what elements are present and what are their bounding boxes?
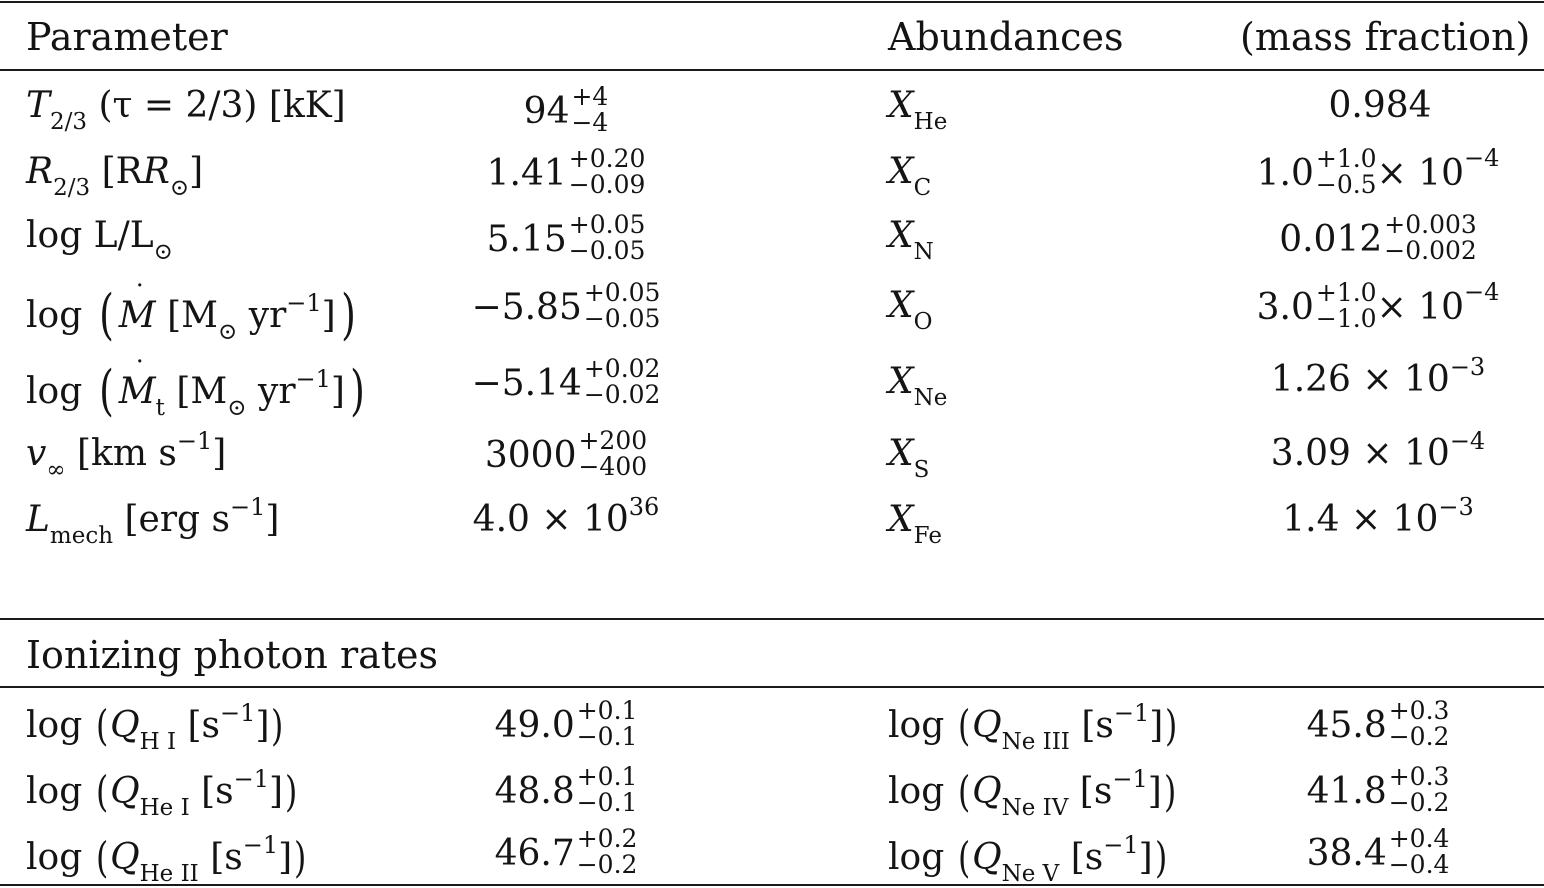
ion-value-ne-iv xyxy=(1306,762,1450,818)
abundance-value-he: 0.984 xyxy=(1328,85,1432,126)
param-label-mass-loss xyxy=(26,282,361,346)
unit-open: [s xyxy=(1081,705,1114,746)
ion-name: Ne V xyxy=(1001,861,1060,887)
value-plus: +0.05 xyxy=(568,210,646,239)
unit-open: [M xyxy=(167,295,218,336)
value-tail: × 10 xyxy=(1376,153,1465,194)
value-minus: −4 xyxy=(571,108,609,137)
sun-symbol: ⊙ xyxy=(218,319,238,345)
label-rsun: R xyxy=(142,151,170,192)
unit-exp: −1 xyxy=(233,765,270,793)
value-main: 94 xyxy=(523,91,570,132)
param-label-luminosity xyxy=(26,215,173,265)
value-main: 1.41 xyxy=(486,153,567,194)
log-label: log xyxy=(26,837,83,878)
x-symbol: X xyxy=(888,151,914,192)
mdot-symbol: ˙ M xyxy=(119,298,156,334)
unit-exp: −1 xyxy=(230,493,266,521)
ion-name: Ne IV xyxy=(1001,795,1069,821)
value-plus: +0.003 xyxy=(1384,210,1477,239)
element-symbol: Fe xyxy=(913,523,942,549)
sun-symbol: ⊙ xyxy=(169,175,190,201)
mdot-symbol: ˙ M xyxy=(119,374,156,410)
x-symbol: X xyxy=(888,433,914,474)
value-plus: +0.20 xyxy=(568,144,646,173)
unit-open: [s xyxy=(210,837,243,878)
header-mass-fraction: (mass fraction) xyxy=(1240,15,1531,59)
unit-open: [s xyxy=(187,705,221,746)
x-symbol: X xyxy=(888,215,914,256)
top-rule xyxy=(0,1,1544,3)
x-symbol: X xyxy=(888,285,914,326)
header-abundances: Abundances xyxy=(888,15,1124,59)
value-exp: 36 xyxy=(628,493,660,521)
ion-label-he-ii xyxy=(26,831,309,887)
ion-label-ne-iii xyxy=(888,699,1180,755)
value-plus: +0.2 xyxy=(576,824,638,853)
value-tail-exp: −4 xyxy=(1464,144,1500,172)
unit-close: ] xyxy=(1149,705,1164,746)
value-minus: −0.4 xyxy=(1388,850,1450,879)
paren-close: ) xyxy=(350,359,365,422)
header-parameter: Parameter xyxy=(26,15,228,59)
label-end: ] xyxy=(265,499,280,540)
element-symbol: He xyxy=(913,109,948,135)
value-minus: −0.09 xyxy=(568,170,646,199)
param-value-mass-loss xyxy=(471,278,661,334)
log-label: log xyxy=(888,837,945,878)
param-value-transformed-mass-loss xyxy=(471,354,661,410)
abundance-label-fe xyxy=(888,499,942,549)
abundance-value-ne xyxy=(1270,353,1486,400)
value-plus: +1.0 xyxy=(1315,144,1377,173)
element-symbol: O xyxy=(913,309,933,335)
label-subscript: 2/3 xyxy=(50,109,88,135)
unit-yr: yr xyxy=(237,295,287,336)
value-plus: +0.05 xyxy=(583,278,661,307)
param-value-terminal-velocity xyxy=(484,426,648,482)
label-symbol: L xyxy=(26,499,50,540)
value-minus: −0.05 xyxy=(568,236,646,265)
value-plus: +0.1 xyxy=(576,762,638,791)
value-tail-exp: −4 xyxy=(1464,278,1500,306)
value-main: 46.7 xyxy=(494,833,575,874)
abundance-value-c xyxy=(1256,144,1500,200)
unit-exp: −1 xyxy=(220,699,256,727)
value-main: 1.0 xyxy=(1256,153,1314,194)
paren-open: ( xyxy=(957,767,971,816)
unit-open: [s xyxy=(1079,771,1113,812)
label-rest: [R xyxy=(90,151,143,192)
abundance-value-n xyxy=(1279,210,1477,266)
value-main: 5.15 xyxy=(486,219,567,260)
value-exp: −3 xyxy=(1438,493,1474,521)
value-minus: −0.05 xyxy=(583,304,661,333)
paren-open: ( xyxy=(95,833,109,882)
ion-name: H I xyxy=(139,729,177,755)
value-plus: +0.3 xyxy=(1388,762,1450,791)
unit-exp: −1 xyxy=(176,427,213,455)
section-title-ionizing: Ionizing photon rates xyxy=(26,633,439,677)
mdot-subscript: t xyxy=(155,395,165,421)
unit-close: ] xyxy=(1147,771,1162,812)
log-label: log xyxy=(26,771,83,812)
label-symbol: v xyxy=(26,433,47,474)
value-main: 3000 xyxy=(484,435,577,476)
unit-open: [s xyxy=(1070,837,1104,878)
element-symbol: C xyxy=(913,175,932,201)
unit-exp: −1 xyxy=(1113,699,1150,727)
label-subscript: ∞ xyxy=(46,457,66,483)
value-main: −5.85 xyxy=(471,287,582,328)
unit-yr: yr xyxy=(246,371,296,412)
unit-close: ] xyxy=(321,295,336,336)
value-plus: +0.02 xyxy=(583,354,661,383)
unit-exp: −1 xyxy=(295,365,331,393)
label-pre: log L/L xyxy=(26,215,154,256)
paren-close: ) xyxy=(294,833,307,882)
label-pre: log xyxy=(26,295,83,336)
x-symbol: X xyxy=(888,85,914,126)
paren-close: ) xyxy=(1154,833,1168,882)
value-main: 3.0 xyxy=(1256,287,1314,328)
label-end: ] xyxy=(189,151,204,192)
value-exp: −3 xyxy=(1449,353,1486,381)
q-symbol: Q xyxy=(110,705,140,746)
unit-exp: −1 xyxy=(286,289,322,317)
abundance-label-he xyxy=(888,85,948,135)
value-plus: +0.4 xyxy=(1388,824,1450,853)
sun-symbol: ⊙ xyxy=(227,395,247,421)
value-main: 49.0 xyxy=(494,705,575,746)
section-header-rule xyxy=(0,686,1544,688)
value-minus: −0.002 xyxy=(1384,236,1477,265)
q-symbol: Q xyxy=(110,837,140,878)
value-main: 1.4 × 10 xyxy=(1282,499,1439,540)
section-rule-top xyxy=(0,618,1544,620)
value-plus: +4 xyxy=(571,82,609,111)
value-plus: +1.0 xyxy=(1315,278,1377,307)
q-symbol: Q xyxy=(972,705,1002,746)
value-plus: +200 xyxy=(578,426,648,455)
label-rest: (τ = 2/3) [kK] xyxy=(87,85,346,126)
value-minus: −0.2 xyxy=(1388,722,1450,751)
label-subscript: mech xyxy=(49,523,114,549)
paren-close: ) xyxy=(271,701,284,750)
sun-symbol: ⊙ xyxy=(153,239,173,265)
param-label-mechanical-luminosity xyxy=(26,493,280,549)
value-minus: −400 xyxy=(578,452,648,481)
value-minus: −0.1 xyxy=(576,788,638,817)
abundance-label-o xyxy=(888,285,933,335)
param-label-transformed-mass-loss xyxy=(26,358,370,422)
label-rest: [km s xyxy=(65,433,177,474)
header-rule xyxy=(0,69,1544,71)
paren-open: ( xyxy=(98,283,114,346)
value-minus: −0.1 xyxy=(576,722,638,751)
param-value-mechanical-luminosity xyxy=(472,493,660,540)
unit-close: ] xyxy=(330,371,345,412)
ion-name: Ne III xyxy=(1001,729,1070,755)
q-symbol: Q xyxy=(972,771,1002,812)
abundance-value-fe xyxy=(1282,493,1474,540)
label-symbol: R xyxy=(26,151,54,192)
unit-open: [M xyxy=(176,371,228,412)
paren-open: ( xyxy=(957,833,971,882)
paren-open: ( xyxy=(957,701,971,750)
unit-exp: −1 xyxy=(242,831,279,859)
x-symbol: X xyxy=(888,499,914,540)
element-symbol: N xyxy=(913,239,934,265)
value-tail: × 10 xyxy=(1376,287,1465,328)
abundance-value-s xyxy=(1270,427,1486,474)
bottom-rule xyxy=(0,884,1544,886)
param-label-terminal-velocity xyxy=(26,427,227,483)
paren-open: ( xyxy=(95,767,109,816)
value-main: 0.012 xyxy=(1279,219,1383,260)
abundance-label-ne xyxy=(888,361,948,411)
paren-open: ( xyxy=(98,359,114,422)
log-label: log xyxy=(888,705,945,746)
ion-label-ne-iv xyxy=(888,765,1178,821)
unit-exp: −1 xyxy=(1103,831,1139,859)
value-main: 48.8 xyxy=(494,771,575,812)
ion-name: He I xyxy=(139,795,190,821)
label-symbol: T xyxy=(26,85,51,126)
label-subscript: 2/3 xyxy=(53,175,91,201)
element-symbol: Ne xyxy=(913,385,948,411)
ion-value-ne-iii xyxy=(1306,696,1450,752)
param-value-luminosity xyxy=(486,210,646,266)
ion-label-h-i xyxy=(26,699,286,755)
value-minus: −0.2 xyxy=(576,850,638,879)
value-main: 38.4 xyxy=(1306,833,1387,874)
paren-open: ( xyxy=(95,701,109,750)
paren-close: ) xyxy=(285,767,298,816)
paren-close: ) xyxy=(340,283,356,346)
value-plus: +0.1 xyxy=(576,696,638,725)
paren-close: ) xyxy=(1165,701,1178,750)
value-main: 3.09 × 10 xyxy=(1270,433,1450,474)
q-symbol: Q xyxy=(972,837,1002,878)
element-symbol: S xyxy=(913,457,930,483)
value-main: −5.14 xyxy=(471,363,582,404)
log-label: log xyxy=(26,705,83,746)
x-symbol: X xyxy=(888,361,914,402)
unit-close: ] xyxy=(269,771,284,812)
unit-close: ] xyxy=(255,705,270,746)
value-main: 1.26 × 10 xyxy=(1270,359,1450,400)
ion-value-he-ii xyxy=(494,824,638,880)
value-minus: −0.2 xyxy=(1388,788,1450,817)
ion-label-he-i xyxy=(26,765,299,821)
unit-open: [s xyxy=(201,771,234,812)
log-label: log xyxy=(888,771,945,812)
paren-close: ) xyxy=(1163,767,1177,816)
q-symbol: Q xyxy=(110,771,140,812)
value-exp: −4 xyxy=(1449,427,1486,455)
ion-value-ne-v xyxy=(1306,824,1450,880)
unit-exp: −1 xyxy=(1112,765,1148,793)
value-plus: +0.3 xyxy=(1388,696,1450,725)
abundance-label-c xyxy=(888,151,932,201)
value-minus: −0.02 xyxy=(583,380,661,409)
ion-value-h-i xyxy=(494,696,638,752)
param-value-radius xyxy=(486,144,646,200)
value-main: 4.0 × 10 xyxy=(472,499,629,540)
abundance-label-n xyxy=(888,215,934,265)
ion-value-he-i xyxy=(494,762,638,818)
value-main: 45.8 xyxy=(1306,705,1387,746)
value-minus: −0.5 xyxy=(1315,170,1377,199)
label-end: ] xyxy=(212,433,227,474)
ion-name: He II xyxy=(139,861,199,887)
value-main: 41.8 xyxy=(1306,771,1387,812)
unit-close: ] xyxy=(278,837,293,878)
unit-close: ] xyxy=(1138,837,1153,878)
label-pre: log xyxy=(26,371,83,412)
abundance-label-s xyxy=(888,433,930,483)
param-value-temperature xyxy=(523,82,609,138)
param-label-temperature xyxy=(26,85,346,135)
label-rest: [erg s xyxy=(113,499,230,540)
abundance-value-o xyxy=(1256,278,1500,334)
value-minus: −1.0 xyxy=(1315,304,1377,333)
param-label-radius xyxy=(26,151,204,201)
ion-label-ne-v xyxy=(888,831,1169,887)
